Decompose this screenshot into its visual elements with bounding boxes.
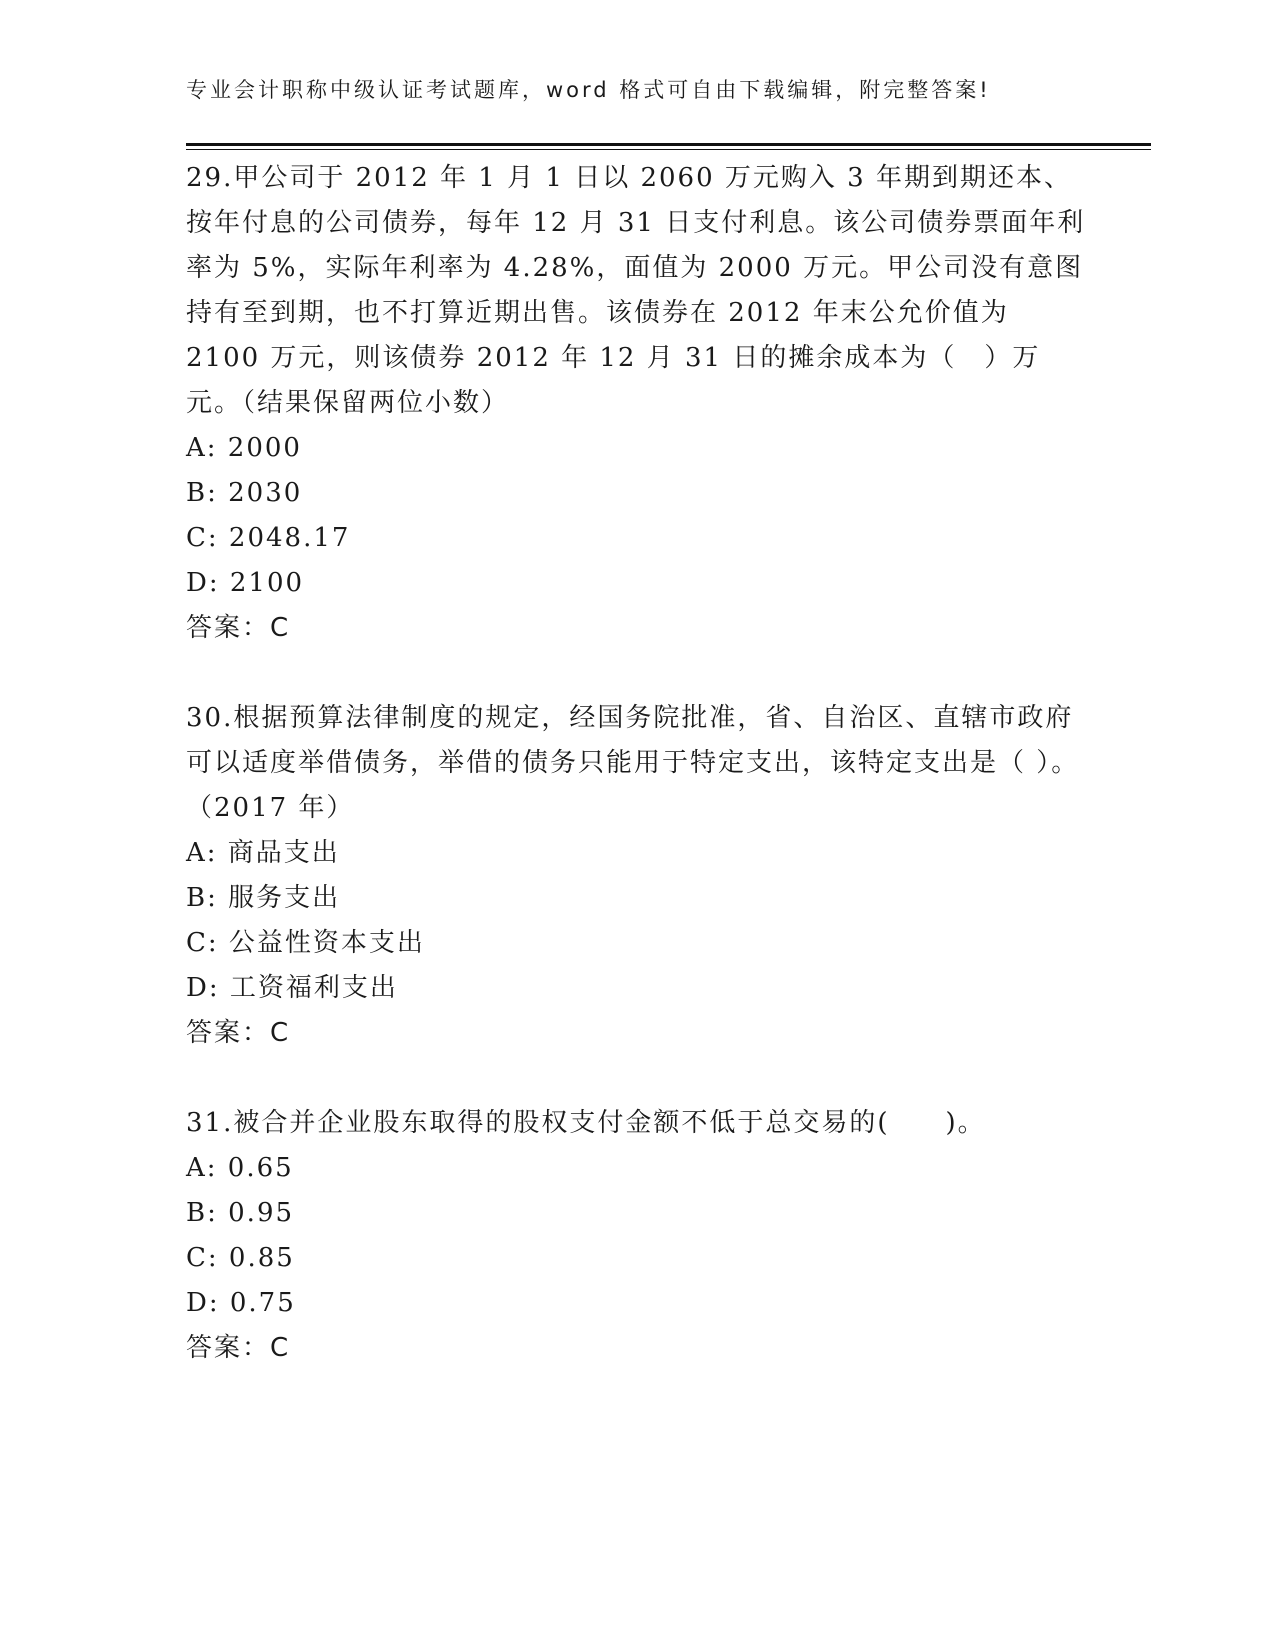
option-a: A: 2000 xyxy=(186,433,302,463)
answer-text: 答案：C xyxy=(186,613,291,643)
question-stem: 31.被合并企业股东取得的股权支付金额不低于总交易的( )。 xyxy=(186,1108,986,1138)
option-c: C: 0.85 xyxy=(186,1243,295,1273)
option-d: D: 0.75 xyxy=(186,1288,296,1318)
question-stem: 30.根据预算法律制度的规定，经国务院批准，省、自治区、直辖市政府可以适度举借债务，举借的债务只能用于特定支出，该特定支出是（ ）。（2017 年） xyxy=(186,703,1080,823)
option-b: B: 2030 xyxy=(186,478,303,508)
answer-text: 答案：C xyxy=(186,1018,291,1048)
question-list xyxy=(186,156,1086,1371)
header-rule-thick xyxy=(186,143,1151,146)
answer-text: 答案：C xyxy=(186,1333,291,1363)
spacer xyxy=(186,651,1086,696)
option-b: B: 服务支出 xyxy=(186,883,341,913)
question-stem: 29.甲公司于 2012 年 1 月 1 日以 2060 万元购入 3 年期到期还本、按年付息的公司债券，每年 12 月 31 日支付利息。该公司债券票面年利率为 5%，实际年利率为 4.28%，面值为 2000 万元。甲公司没有意图持有至到期，也不打算近期出售。该债券在 2012 年末公允价值为 2100 万元，则该债券 2012 年 12 月 31 日的摊余成本为（ ）万元。（结果保留两位小数） xyxy=(186,163,1086,418)
option-c: C: 公益性资本支出 xyxy=(186,928,425,958)
option-c: C: 2048.17 xyxy=(186,523,351,553)
spacer xyxy=(186,1056,1086,1101)
question-block xyxy=(186,156,1086,651)
option-a: A: 商品支出 xyxy=(186,838,340,868)
question-block xyxy=(186,1101,1086,1371)
question-block xyxy=(186,696,1086,1056)
option-b: B: 0.95 xyxy=(186,1198,295,1228)
option-a: A: 0.65 xyxy=(186,1153,294,1183)
option-d: D: 工资福利支出 xyxy=(186,973,398,1003)
header-rule-thin xyxy=(186,149,1151,150)
option-d: D: 2100 xyxy=(186,568,305,598)
page-header: 专业会计职称中级认证考试题库，word 格式可自由下载编辑，附完整答案! xyxy=(186,78,991,102)
